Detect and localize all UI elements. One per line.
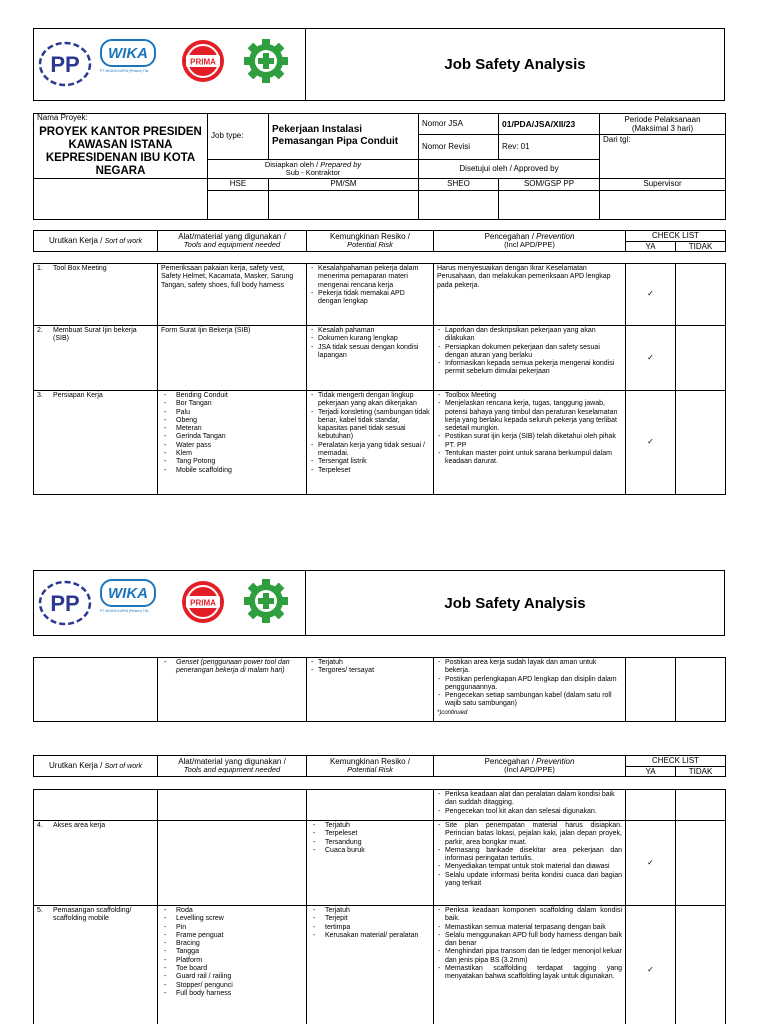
- jsa-table-1: [33, 263, 726, 495]
- dari-tgl: Dari tgl:: [600, 135, 726, 179]
- tools-cell: Form Surat Ijin Bekerja (SIB): [158, 326, 307, 391]
- col-checklist: CHECK LIST: [626, 231, 726, 242]
- sign-col-pmsm: PM/SM: [269, 179, 419, 191]
- safety-gear-icon: [242, 37, 290, 85]
- table-row: [34, 264, 726, 326]
- risks-cell: - Kesalah pahaman - Dokumen kurang lengkap - JSA tidak sesuai dengan kondisi lapangan: [307, 326, 434, 391]
- revisi: Rev: 01: [499, 135, 600, 160]
- page-title: Job Safety Analysis: [444, 56, 586, 73]
- column-header-1: [33, 230, 726, 252]
- header-block-2: [33, 570, 725, 636]
- column-header-2: [33, 755, 726, 777]
- logo-area: [34, 571, 306, 635]
- nomor-jsa: 01/PDA/JSA/XII/23: [499, 114, 600, 135]
- risks-cell: - Terjatuh - Terpeleset - Tersandung - Cuaca buruk: [307, 821, 434, 906]
- prima-logo: [180, 579, 226, 625]
- check-ya[interactable]: ✓: [626, 821, 676, 906]
- prevention-cell: - Laporkan dan deskripsikan pekerjaan yang akan dilakukan - Persiapkan dokumen pekerjaan dan safety sesuai dengan aturan yang berlaku - Informasikan kepada semua pekerja mengenai kondisi permit sebelum dimulai pekerjaan: [434, 326, 626, 391]
- sign-col-hse: HSE: [208, 179, 269, 191]
- sign-col-sheo: SHEO: [419, 179, 499, 191]
- col-alat: Alat/material yang digunakan / Tools and equipment needed: [158, 231, 307, 252]
- check-tidak[interactable]: [676, 906, 726, 1024]
- col-pencegahan: Pencegahan / Prevention (Incl APD/PPE): [434, 231, 626, 252]
- risks-cell: - Kesalahpahaman pekerja dalam menerima pemaparan materi mengenai rencana kerja - Pekerja tidak memakai APD dengan lengkap: [307, 264, 434, 326]
- check-tidak[interactable]: [676, 264, 726, 326]
- table-row: [34, 326, 726, 391]
- project-info-table: [33, 113, 726, 220]
- risks-cell: - Tidak mengerti dengan lingkup pekerjaan yang akan dikerjakan - Terjadi konsleting (sambungan tidak benar, kabel tidak standar, kapasitas panel tidak sesuai kebutuhan) - Peralatan kerja yang tidak sesuai / memadai. - Tersengat listrik - Terpeleset: [307, 391, 434, 495]
- check-ya[interactable]: ✓: [626, 264, 676, 326]
- prevention-cell: - Periksa keadaan komponen scaffolding dalam kondisi baik. - Memastikan semua material terpasang dengan baik - Selalu menggunakan APD full body harness dengan baik dan benar - Menghindari pipa transom dan tie ledger menonjol keluar dan jenis pipa BS (3.2mm) - Memastikan scaffolding terdapat tagging yang menyatakan bahwa scaffolding layak untuk digunakan.: [434, 906, 626, 1024]
- tools-cell: - Bending Conduit - Bor Tangan - Palu - Obeng - Meteran - Gerinda Tangan - Water pass - Klem - Tang Potong - Mobile scaffolding: [158, 391, 307, 495]
- jsa-table-2: [33, 789, 726, 1024]
- col-tidak: TIDAK: [676, 767, 726, 777]
- svg-text:PP: PP: [50, 591, 80, 616]
- col-urutan: Urutkan Kerja / Sort of work: [34, 756, 158, 777]
- jsa-continuation-1: [33, 657, 726, 722]
- prevention-cell: Harus menyesuaikan dengan Ikrar Keselamatan Perusahaan, dan melakukan pemeriksaan APD lengkap pada pekerja.: [434, 264, 626, 326]
- check-ya[interactable]: [626, 790, 676, 821]
- prevention-cell: - Site plan penempatan material harus disiapkan. Perincian batas lokasi, pejalan kaki, jalan depan proyek, parkir, area bongkar muat. - Memasang barikade disekitar area pekerjaan dan informasi peringatan tertulis. - Menyediakan tempat untuk stok material dan diawasi - Selalu update informasi berita kondisi cuaca dari bagian yang terkait: [434, 821, 626, 906]
- table-row: [34, 790, 726, 821]
- check-ya[interactable]: ✓: [626, 326, 676, 391]
- prevention-cell: - Toolbox Meeting - Menjelaskan rencana kerja, tugas, tanggung jawab, potensi bahaya yang timbul dan peraturan keselamatan kerja yang berlaku kepada seluruh pekerja yang terlibat sedetail mungkin. - Postikan surat ijin kerja (SIB) telah diketahui oleh pihak PT. PP - Tentukan master point untuk sarana berkumpul dalam keadaan darurat.: [434, 391, 626, 495]
- table-row: [34, 821, 726, 906]
- project-name: PROYEK KANTOR PRESIDEN KAWASAN ISTANA KEPRESIDENAN IBU KOTA NEGARA: [39, 126, 202, 178]
- tools-cell: - Roda - Levelling screw - Pin - Frame penguat - Bracing - Tangga - Platform - Toe board - Guard rail / railing - Stopper/ pengunci - Full body harness: [158, 906, 307, 1024]
- pp-logo: [38, 41, 92, 87]
- check-tidak[interactable]: [676, 326, 726, 391]
- pp-logo: [38, 580, 92, 626]
- check-tidak[interactable]: [676, 391, 726, 495]
- job-type: Pekerjaan Instalasi Pemasangan Pipa Conduit: [269, 114, 419, 160]
- risks-cell: - Terjatuh - Terjepit - tertimpa - Kerusakan material/ peralatan: [307, 906, 434, 1024]
- tools-cell: Pemeriksaan pakaian kerja, safety vest, Safety Helmet, Kacamata, Masker, Sarung Tangan, safety shoes, full body harness: [158, 264, 307, 326]
- col-alat: Alat/material yang digunakan / Tools and equipment needed: [158, 756, 307, 777]
- header-block-1: [33, 28, 725, 101]
- work-step: 1. Tool Box Meeting: [34, 264, 158, 326]
- work-step: 4. Akses area kerja: [34, 821, 158, 906]
- svg-text:PP: PP: [50, 52, 80, 77]
- continued-note: *)continued: [437, 709, 468, 716]
- wika-logo: WIKA PT. WIJAYA KARYA (Persero) Tbk.: [100, 39, 156, 73]
- check-ya[interactable]: ✓: [626, 391, 676, 495]
- col-tidak: TIDAK: [676, 242, 726, 252]
- col-checklist: CHECK LIST: [626, 756, 726, 767]
- check-ya[interactable]: [626, 658, 676, 722]
- table-row: [34, 391, 726, 495]
- job-type-label: Job type:: [208, 114, 269, 160]
- logo-area: [34, 29, 306, 100]
- sign-col-som: SOM/GSP PP: [499, 179, 600, 191]
- nomor-jsa-label: Nomor JSA: [419, 114, 499, 135]
- project-name-cell: Nama Proyek: PROYEK KANTOR PRESIDEN KAWASAN ISTANA KEPRESIDENAN IBU KOTA NEGARA: [34, 114, 208, 179]
- table-row: [34, 906, 726, 1024]
- prevention-cell: - Periksa keadaan alat dan peralatan dalam kondisi baik dan suddah ditagging. - Pengecekan tool kit akan dan selesai digunakan.: [434, 790, 626, 821]
- prima-logo: [180, 38, 226, 84]
- work-step: 3. Persiapan Kerja: [34, 391, 158, 495]
- table-row: [34, 658, 726, 722]
- check-tidak[interactable]: [676, 821, 726, 906]
- prevention-cell: - Postikan area kerja sudah layak dan aman untuk bekerja. - Postikan perlengkapan APD lengkap dan disiplin dalam penggunaannya. - Pengecekan setiap sambungan kabel (dalam satu roll wajib satu sambungan) *)continued: [434, 658, 626, 722]
- work-step: 2. Membuat Surat Ijin bekerja (SIB): [34, 326, 158, 391]
- wika-logo: WIKA PT. WIJAYA KARYA (Persero) Tbk.: [100, 579, 156, 613]
- risks-cell: - Terjatuh - Tergores/ tersayat: [307, 658, 434, 722]
- tools-cell: - Genset (penggunaan power tool dan penerangan bekerja di malam hari): [158, 658, 307, 722]
- col-risiko: Kemungkinan Resiko / Potential Risk: [307, 756, 434, 777]
- col-ya: YA: [626, 242, 676, 252]
- disiapkan-oleh: Disiapkan oleh / Prepared by Sub - Kontraktor: [208, 159, 419, 179]
- safety-gear-icon: [242, 577, 290, 625]
- check-tidak[interactable]: [676, 790, 726, 821]
- work-step: 5. Pemasangan scaffolding/ scaffolding mobile: [34, 906, 158, 1024]
- nomor-revisi-label: Nomor Revisi: [419, 135, 499, 160]
- page-title: Job Safety Analysis: [444, 594, 586, 612]
- disetujui-oleh: Disetujui oleh / Approved by: [419, 159, 600, 179]
- sign-col-supervisor: Supervisor: [600, 179, 726, 191]
- tools-cell: [158, 821, 307, 906]
- check-tidak[interactable]: [676, 658, 726, 722]
- col-pencegahan: Pencegahan / Prevention (Incl APD/PPE): [434, 756, 626, 777]
- svg-text:PRIMA: PRIMA: [190, 598, 216, 608]
- col-risiko: Kemungkinan Resiko / Potential Risk: [307, 231, 434, 252]
- col-urutan: Urutkan Kerja / Sort of work: [34, 231, 158, 252]
- periode: Periode Pelaksanaan (Maksimal 3 hari): [600, 114, 726, 135]
- svg-text:PRIMA: PRIMA: [190, 57, 216, 67]
- check-ya[interactable]: ✓: [626, 906, 676, 1024]
- col-ya: YA: [626, 767, 676, 777]
